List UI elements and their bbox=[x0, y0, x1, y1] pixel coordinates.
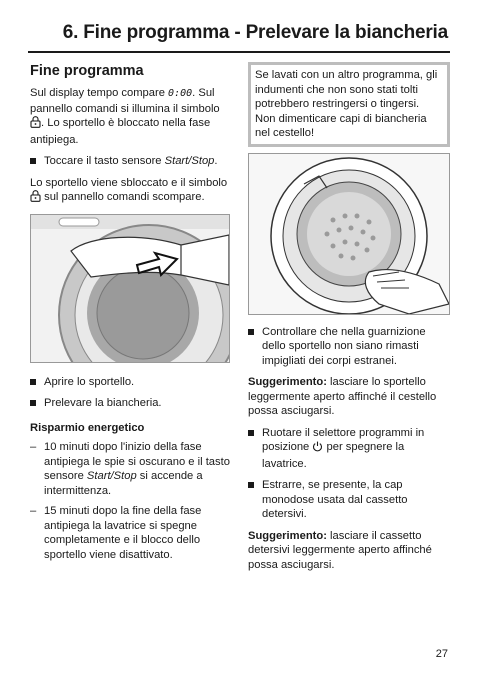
display-value: 0:00 bbox=[168, 88, 193, 99]
warning-text: Se lavati con un altro programma, gli indumenti che non sono stati tolti potrebbero restringersi o tingersi. bbox=[255, 69, 438, 110]
text: per spegnere la lavatrice. bbox=[262, 441, 405, 470]
bullet-square-icon bbox=[248, 329, 254, 335]
list-item bbox=[30, 504, 230, 562]
lock-icon bbox=[30, 116, 41, 133]
page-number: 27 bbox=[435, 648, 448, 660]
display-paragraph bbox=[30, 86, 230, 147]
text: Aprire lo sportello. bbox=[44, 375, 135, 388]
page-header bbox=[0, 0, 478, 54]
list-item bbox=[248, 426, 450, 472]
text: si accende a intermittenza. bbox=[44, 470, 203, 497]
bullet-square-icon bbox=[30, 158, 36, 164]
subheading: Risparmio energetico bbox=[30, 421, 145, 434]
text: Sul display tempo compare bbox=[30, 87, 169, 99]
text: . Sul pannello comandi si illumina il simbolo bbox=[30, 87, 220, 115]
lock-icon bbox=[30, 190, 41, 207]
bullet-square-icon bbox=[30, 400, 36, 406]
list-item bbox=[30, 440, 230, 498]
text: lasciare il cassetto detersivi leggermente aperto affinché possa asciugarsi. bbox=[248, 529, 432, 571]
text: sul pannello comandi scompare. bbox=[41, 191, 205, 203]
list-item bbox=[30, 396, 230, 411]
tip-label: Suggerimento: bbox=[248, 529, 327, 542]
left-column bbox=[30, 62, 230, 568]
text: Toccare il tasto sensore bbox=[44, 155, 165, 167]
text: 10 minuti dopo l'inizio della fase antipiega le spie si oscurano e il tasto sensore bbox=[44, 441, 230, 482]
text: Estrarre, se presente, la cap monodose usata dal cassetto detersivi. bbox=[262, 479, 408, 520]
list-item bbox=[248, 478, 450, 522]
tip-label: Suggerimento: bbox=[248, 376, 327, 388]
list-item bbox=[248, 325, 450, 369]
door-seal-illustration bbox=[248, 153, 450, 315]
list-item bbox=[30, 154, 230, 169]
bullet-square-icon bbox=[248, 482, 254, 488]
warning-box bbox=[248, 62, 450, 147]
right-column bbox=[248, 62, 450, 579]
button-name: Start/Stop bbox=[164, 155, 215, 167]
button-name: Start/Stop bbox=[86, 470, 137, 482]
text: Ruotare il selettore programmi in posizione bbox=[262, 426, 425, 453]
header-divider bbox=[28, 51, 450, 53]
text: . bbox=[214, 155, 218, 167]
text: Controllare che nella guarnizione dello sportello non siano rimasti impigliati dei corpi estranei. bbox=[262, 325, 426, 367]
text: Lo sportello viene sbloccato e il simbolo bbox=[30, 176, 228, 189]
dash-marker: – bbox=[30, 441, 37, 453]
text: 15 minuti dopo la fine della fase antipiega la lavatrice si spegne completamente e il blocco dello sportello viene disattivato. bbox=[44, 505, 202, 561]
power-icon bbox=[312, 441, 323, 457]
bullet-square-icon bbox=[248, 430, 254, 436]
dash-marker: – bbox=[30, 505, 37, 517]
warning-text: Non dimenticare capi di biancheria nel cestello! bbox=[255, 112, 427, 139]
tip-paragraph bbox=[248, 529, 450, 573]
page-title: 6. Fine programma - Prelevare la biancheria bbox=[62, 22, 448, 43]
unlock-paragraph bbox=[30, 176, 230, 207]
bullet-square-icon bbox=[30, 379, 36, 385]
tip-paragraph bbox=[248, 375, 450, 419]
text: lasciare lo sportello leggermente aperto affinché il cestello possa asciugarsi. bbox=[248, 376, 437, 417]
section-heading: Fine programma bbox=[30, 63, 144, 79]
text: Prelevare la biancheria. bbox=[44, 397, 162, 409]
list-item bbox=[30, 375, 230, 390]
door-open-illustration bbox=[30, 214, 230, 363]
text: . Lo sportello è bloccato nella fase antipiega. bbox=[30, 117, 211, 146]
